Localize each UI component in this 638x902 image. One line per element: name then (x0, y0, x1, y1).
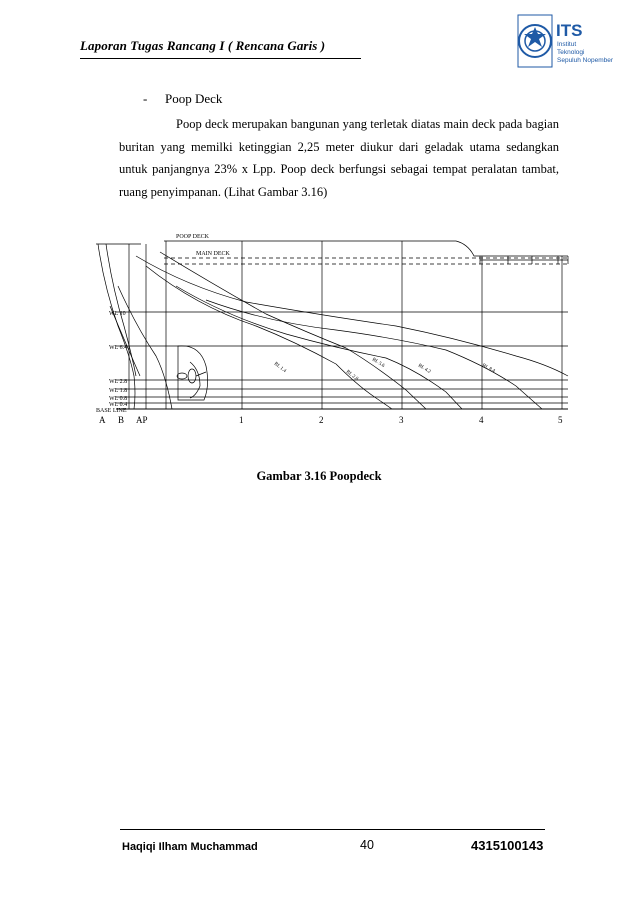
footer-nrp: 4315100143 (471, 838, 544, 853)
label-bl-1: BL 1.4 (272, 361, 287, 375)
label-bl-3: BL 5.6 (370, 357, 386, 369)
its-line-1: Institut (557, 41, 577, 48)
header-title: Laporan Tugas Rancang I ( Rencana Garis ) (80, 38, 326, 53)
label-bl-5: BL 8.4 (481, 363, 496, 375)
footer-page-number: 40 (360, 838, 374, 852)
poopdeck-figure (96, 226, 568, 430)
label-bl-2: BL 2.8 (344, 369, 359, 383)
body-paragraph: Poop deck merupakan bangunan yang terletak diatas main deck pada bagian buritan yang memilki ketinggian 2,25 meter diukur dari geladak utama sedangkan untuk panjangnya 23% x Lpp. Poop deck berfungsi sebagai tempat peralatan tambat, ruang penyimpanan. (Lihat Gambar 3.16) (119, 117, 559, 199)
its-line-2: Teknologi (557, 49, 585, 56)
bullet-label: Poop Deck (165, 91, 223, 106)
its-line-3: Sepuluh Nopember (557, 57, 614, 64)
station-5: 5 (558, 415, 563, 425)
label-wl-0-8: WL 0.8 (109, 396, 128, 402)
label-poop-deck: POOP DECK (176, 234, 209, 240)
footer-rule (120, 829, 545, 830)
label-wl-0-4: WL 0.4 (109, 402, 128, 408)
its-wordmark: ITS (556, 21, 583, 40)
label-base-line: BASE LINE (96, 408, 127, 414)
header-rule (80, 58, 361, 59)
station-a: A (99, 415, 106, 425)
figure-caption: Gambar 3.16 Poopdeck (256, 469, 382, 483)
bullet-poop-deck (143, 91, 222, 107)
station-3: 3 (399, 415, 404, 425)
station-4: 4 (479, 415, 484, 425)
label-main-deck: MAIN DECK (196, 251, 230, 257)
station-ap: AP (136, 415, 148, 425)
label-wl-10: WL 10 (109, 311, 126, 317)
bullet-dash: - (143, 91, 148, 106)
station-2: 2 (319, 415, 324, 425)
label-wl-6-4: WL 6.4 (109, 345, 128, 351)
label-wl-2-8: WL 2.8 (109, 379, 128, 385)
its-logo (516, 14, 614, 70)
station-1: 1 (239, 415, 244, 425)
station-b: B (118, 415, 125, 425)
label-wl-1-8: WL 1.8 (109, 388, 128, 394)
figure-grid (96, 241, 568, 409)
footer-author: Haqiqi Ilham Muchammad (122, 841, 258, 853)
label-bl-4: BL 4.2 (416, 363, 432, 375)
